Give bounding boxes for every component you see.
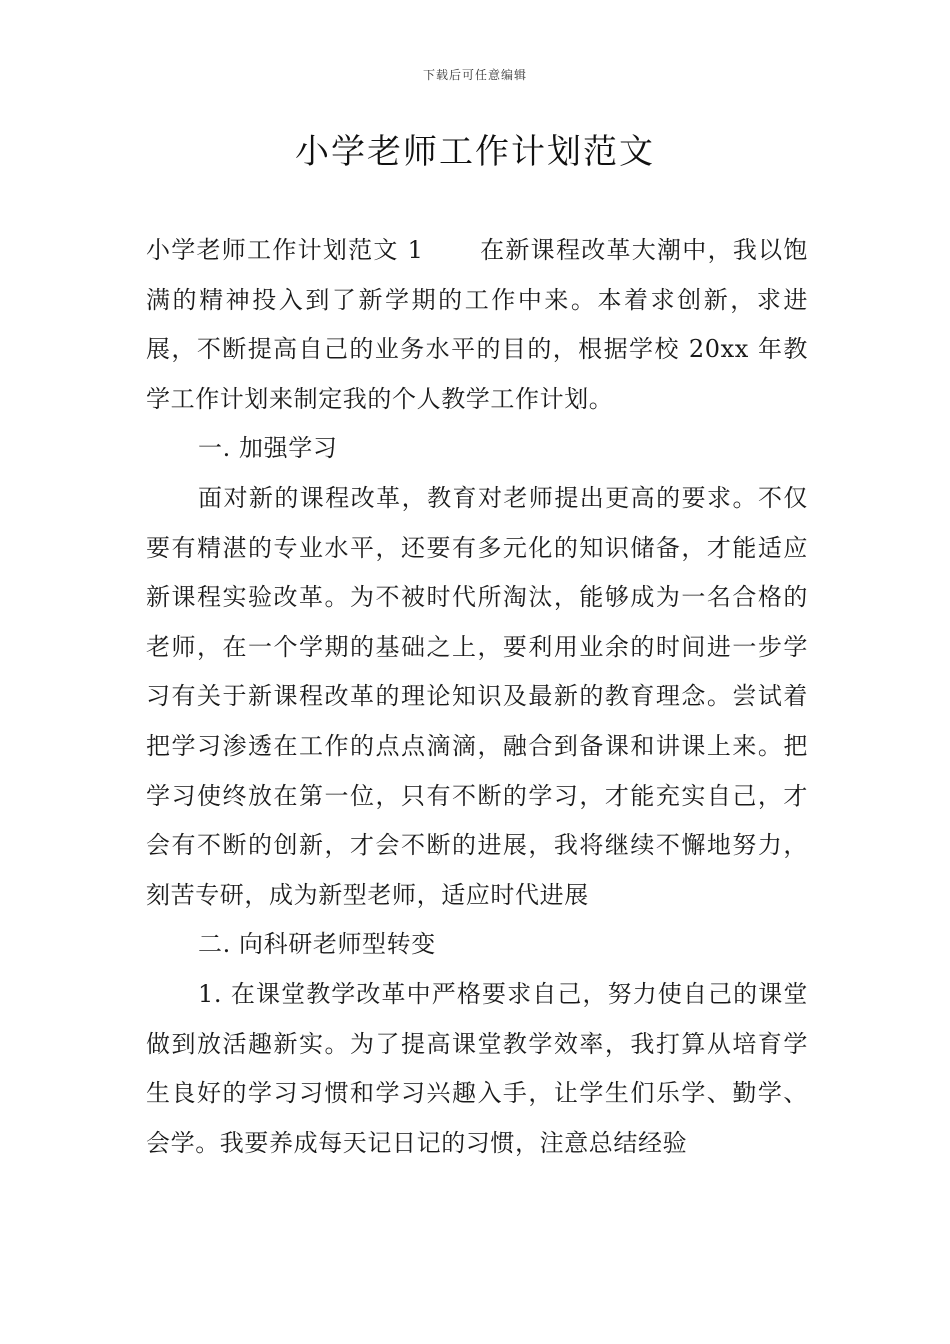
- section1-heading: 一. 加强学习: [198, 434, 338, 463]
- document-title: 小学老师工作计划范文: [295, 132, 655, 172]
- document-body: [146, 226, 808, 1168]
- section2-item1: 1. 在课堂教学改革中严格要求自己，努力使自己的课堂做到放活趣新实。为了提高课堂教学效率，我打算从培育学生良好的学习习惯和学习兴趣入手，让学生们乐学、勤学、会学。我要养成每天记日记的习惯，注意总结经验: [146, 979, 808, 1157]
- section2-heading: 二. 向科研老师型转变: [198, 930, 436, 959]
- header-note: 下载后可任意编辑: [422, 68, 527, 82]
- intro-text: 在新课程改革大潮中，我以饱满的精神投入到了新学期的工作中来。本着求创新，求进展，不断提高自己的业务水平的目的，根据学校 20xx 年教学工作计划来制定我的个人教学工作计划。: [146, 236, 808, 413]
- intro-label: 小学老师工作计划范文 1: [146, 236, 424, 264]
- section1-body: 面对新的课程改革，教育对老师提出更高的要求。不仅要有精湛的专业水平，还要有多元化的知识储备，才能适应新课程实验改革。为不被时代所淘汰，能够成为一名合格的老师，在一个学期的基础之上，要利用业余的时间进一步学习有关于新课程改革的理论知识及最新的教育理念。尝试着把学习渗透在工作的点点滴滴，融合到备课和讲课上来。把学习使终放在第一位，只有不断的学习，才能充实自己，才会有不断的创新，才会不断的进展，我将继续不懈地努力，刻苦专研，成为新型老师，适应时代进展: [146, 483, 808, 909]
- intro-paragraph: [146, 226, 808, 424]
